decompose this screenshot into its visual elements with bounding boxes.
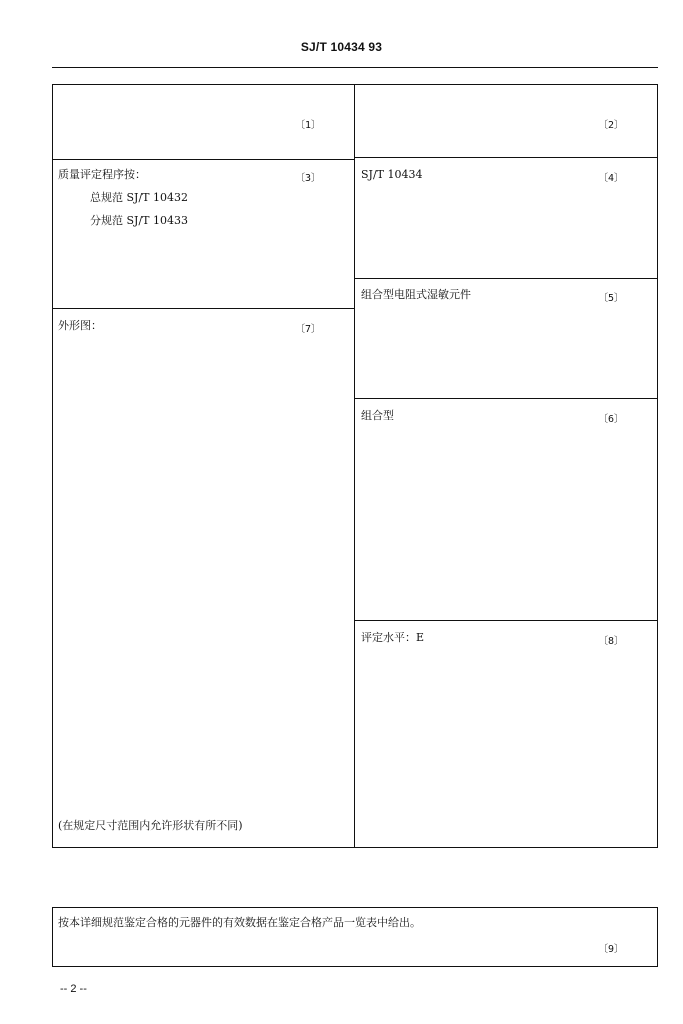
cell-4-number: 〔4〕 <box>598 173 625 184</box>
cell-9-number: 〔9〕 <box>598 944 625 955</box>
cell-9-label: 按本详细规范鉴定合格的元器件的有效数据在鉴定合格产品一览表中给出。 <box>58 916 421 929</box>
cell-3-number: 〔3〕 <box>295 173 322 184</box>
cell-5-label: 组合型电阻式湿敏元件 <box>361 288 471 301</box>
right-divider-4 <box>354 620 658 621</box>
cell-8-number: 〔8〕 <box>598 636 625 647</box>
cell-7-label: 外形图： <box>58 319 102 332</box>
grid-center-divider <box>354 84 355 848</box>
cell-7-note: (在规定尺寸范围内允许形状有所不同) <box>58 819 243 832</box>
cell-3-general-spec: 总规范 SJ/T 10432 <box>90 191 188 204</box>
cell-6-number: 〔6〕 <box>598 414 625 425</box>
cell-1-number: 〔1〕 <box>295 120 322 131</box>
cell-3-sectional-spec: 分规范 SJ/T 10433 <box>90 214 188 227</box>
cell-4-label: SJ/T 10434 <box>361 168 423 181</box>
right-divider-3 <box>354 398 658 399</box>
header-rule <box>52 67 658 68</box>
cell-8-label: 评定水平：E <box>361 631 425 644</box>
cell-5-number: 〔5〕 <box>598 293 625 304</box>
left-divider-1 <box>52 159 354 160</box>
page-header: SJ/T 10434 93 <box>300 40 383 54</box>
cell-3-label: 质量评定程序按： <box>58 168 146 181</box>
page-number: -- 2 -- <box>60 983 87 995</box>
left-divider-2 <box>52 308 354 309</box>
right-divider-1 <box>354 157 658 158</box>
cell-7-number: 〔7〕 <box>295 324 322 335</box>
right-divider-2 <box>354 278 658 279</box>
cell-2-number: 〔2〕 <box>598 120 625 131</box>
cell-6-label: 组合型 <box>361 409 394 422</box>
